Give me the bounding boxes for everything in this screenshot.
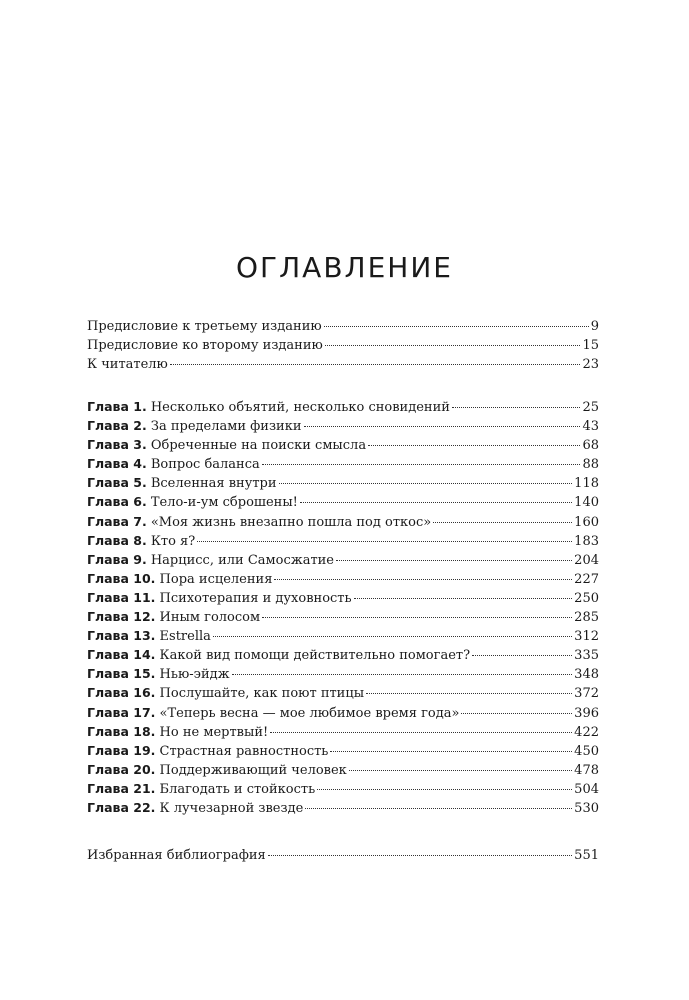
dot-leader [368,445,580,446]
chapter-title: Вселенная внутри [150,476,277,492]
toc-chapter-entry [87,435,599,454]
toc-chapter-entry [87,645,599,664]
entry-label [87,779,315,799]
toc-chapter-entry [87,779,599,798]
chapter-title: Но не мертвый! [159,724,269,740]
dot-leader [270,732,572,733]
chapter-number: Глава 11. [87,589,156,605]
entry-label [87,512,431,532]
chapter-number: Глава 13. [87,628,156,644]
toc-chapter-entry [87,550,599,569]
entry-label [87,798,303,818]
chapter-title: Психотерапия и духовность [159,590,352,606]
entry-label [87,454,260,474]
chapter-title: К лучезарной звезде [159,800,304,816]
chapter-title: Estrella [159,629,211,645]
chapter-number: Глава 1. [87,399,147,414]
entry-label [87,473,277,493]
page-number: 15 [582,338,599,354]
entry-label [87,336,323,355]
dot-leader [461,713,572,714]
entry-label [87,531,195,551]
dot-leader [433,522,572,523]
page-number: 285 [574,610,599,626]
dot-leader [274,579,572,580]
page-number: 422 [574,724,599,740]
toc-chapter-entry [87,569,599,588]
chapter-number: Глава 10. [87,570,156,586]
page-number: 204 [574,552,599,568]
chapter-title: Послушайте, как поют птицы [159,686,365,702]
entry-label [87,416,302,436]
dot-leader [232,674,573,675]
toc-entry [87,355,599,374]
entry-label [87,703,459,723]
toc-chapter-entry [87,664,599,683]
chapter-number: Глава 12. [87,609,156,625]
entry-title: К читателю [87,357,168,373]
entry-label [87,435,366,455]
chapter-number: Глава 20. [87,761,156,777]
page-title: ОГЛАВЛЕНИЕ [236,251,453,284]
page-number: 227 [574,571,599,587]
entry-label [87,664,230,684]
dot-leader [366,693,572,694]
dot-leader [300,502,572,503]
chapter-title: Страстная равностность [159,743,329,759]
entry-label [87,317,322,336]
dot-leader [325,345,581,346]
entry-label [87,741,328,761]
page-number: 530 [574,800,599,816]
entry-label [87,626,211,646]
entry-label [87,846,266,865]
toc-chapter-entry [87,798,599,817]
entry-title: Предисловие ко второму изданию [87,338,323,354]
page-number: 118 [574,476,599,492]
entry-label [87,397,450,417]
chapter-number: Глава 14. [87,647,156,663]
toc-chapter-entry [87,703,599,722]
page-number: 9 [590,319,599,334]
chapter-number: Глава 19. [87,742,156,758]
dot-leader [324,326,589,327]
toc-chapter-entry [87,760,599,779]
chapter-title: «Моя жизнь внезапно пошла под откос» [150,514,432,530]
chapter-number: Глава 18. [87,723,156,739]
chapter-title: За пределами физики [150,419,302,435]
chapter-number: Глава 9. [87,551,147,567]
page-number: 23 [582,357,599,373]
toc-entry [87,846,599,865]
dot-leader [472,655,572,656]
page-number: 140 [574,495,599,511]
dot-leader [354,598,573,599]
entry-label [87,683,364,703]
dot-leader [268,855,572,856]
dot-leader [170,364,581,365]
entry-label [87,569,272,589]
toc-chapter-entry [87,741,599,760]
chapter-number: Глава 8. [87,532,147,548]
toc-chapter-entry [87,626,599,645]
toc-chapter-entry [87,397,599,416]
toc-entry [87,336,599,355]
dot-leader [213,636,572,637]
page-number: 183 [574,533,599,549]
dot-leader [305,808,572,809]
toc-chapter-entry [87,588,599,607]
entry-label [87,645,470,665]
chapter-number: Глава 17. [87,704,156,720]
chapter-title: Нью-эйдж [159,667,230,683]
page-number: 43 [582,419,599,435]
chapter-title: Поддерживающий человек [159,762,347,778]
chapter-number: Глава 5. [87,475,147,491]
toc-front-matter [87,317,599,374]
page-number: 348 [574,667,599,683]
page-number: 312 [574,629,599,645]
toc-chapter-entry [87,531,599,550]
entry-label [87,760,347,780]
chapter-title: Тело-и-ум сброшены! [150,495,298,511]
chapter-title: Иным голосом [159,610,261,626]
chapter-title: «Теперь весна — мое любимое время года» [159,705,460,721]
dot-leader [330,751,572,752]
toc-back-matter [87,846,599,865]
dot-leader [279,483,573,484]
toc-chapter-entry [87,473,599,492]
chapter-title: Несколько объятий, несколько сновидений [150,400,450,415]
chapter-number: Глава 16. [87,685,156,701]
entry-title: Избранная библиография [87,848,266,863]
toc-chapter-entry [87,512,599,531]
chapter-title: Кто я? [150,533,196,549]
entry-label [87,722,268,742]
toc-chapter-entry [87,416,599,435]
chapter-number: Глава 22. [87,799,156,815]
page-number: 335 [574,648,599,664]
toc-chapters [87,397,599,817]
entry-label [87,588,352,608]
entry-label [87,550,334,570]
toc-chapter-entry [87,607,599,626]
chapter-title: Нарцисс, или Самосжатие [150,552,334,568]
chapter-title: Благодать и стойкость [159,781,316,797]
dot-leader [197,541,572,542]
page-number: 25 [582,400,599,415]
dot-leader [452,407,581,408]
chapter-number: Глава 3. [87,437,147,453]
page-number: 68 [582,438,599,454]
chapter-number: Глава 2. [87,418,147,434]
entry-label [87,355,168,374]
dot-leader [262,464,581,465]
chapter-number: Глава 7. [87,513,147,529]
chapter-number: Глава 21. [87,780,156,796]
page-number: 504 [574,781,599,797]
dot-leader [349,770,572,771]
page-number: 551 [574,848,599,863]
entry-title: Предисловие к третьему изданию [87,319,322,334]
dot-leader [262,617,572,618]
page-number: 478 [574,762,599,778]
page-number: 450 [574,743,599,759]
chapter-title: Вопрос баланса [150,457,260,473]
toc-chapter-entry [87,492,599,511]
chapter-title: Какой вид помощи действительно помогает? [159,648,471,664]
entry-label [87,607,260,627]
toc-chapter-entry [87,454,599,473]
chapter-title: Обреченные на поиски смысла [150,438,367,454]
page-number: 396 [574,705,599,721]
chapter-number: Глава 15. [87,666,156,682]
page-number: 372 [574,686,599,702]
toc-chapter-entry [87,722,599,741]
dot-leader [304,426,581,427]
chapter-title: Пора исцеления [159,571,273,587]
chapter-number: Глава 4. [87,456,147,472]
page-number: 88 [582,457,599,473]
toc-entry [87,317,599,336]
toc-chapter-entry [87,683,599,702]
dot-leader [317,789,572,790]
page-number: 250 [574,590,599,606]
entry-label [87,492,298,512]
page-number: 160 [574,514,599,530]
dot-leader [336,560,572,561]
chapter-number: Глава 6. [87,494,147,510]
